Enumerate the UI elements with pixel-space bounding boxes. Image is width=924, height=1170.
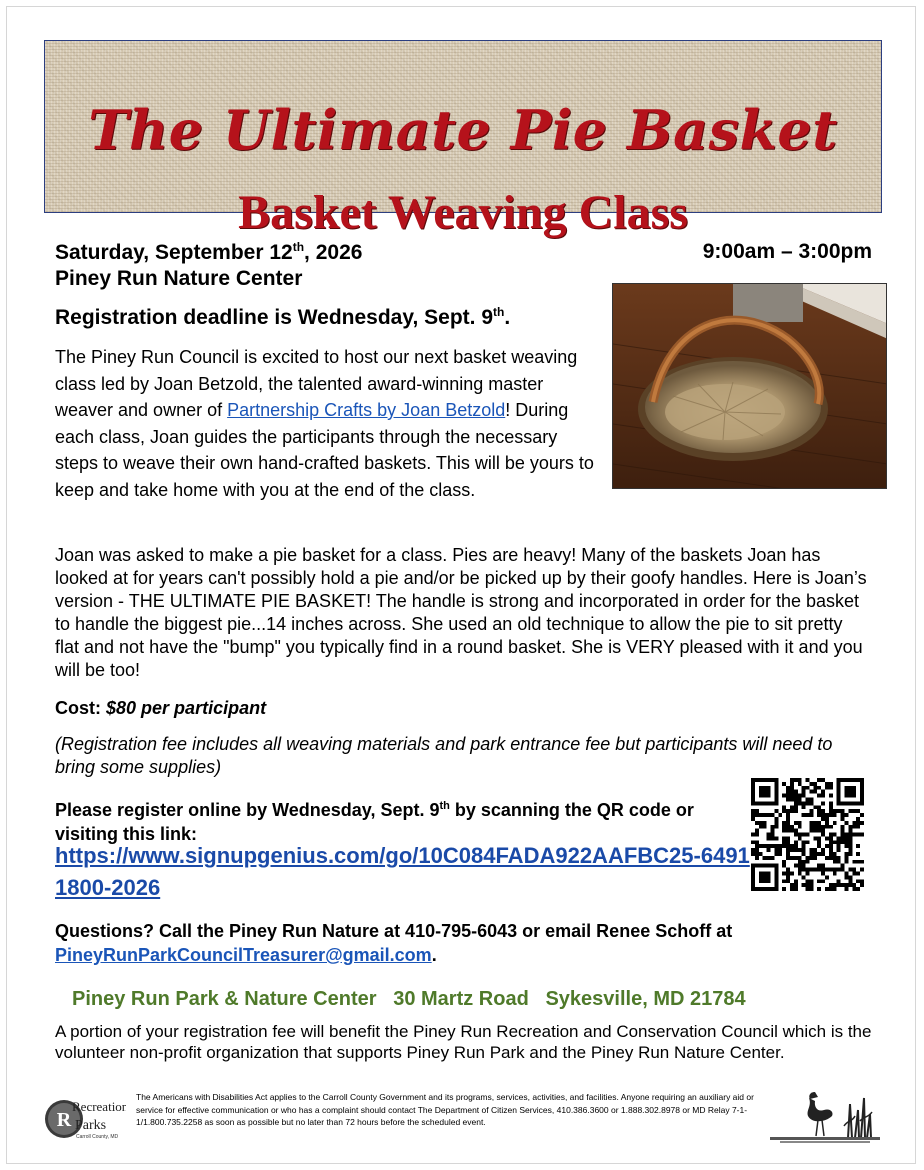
questions-end: .: [431, 945, 437, 965]
park-name: Piney Run Park & Nature Center: [72, 988, 377, 1010]
recreation-parks-logo: [44, 1093, 126, 1149]
cost-value: $80 per participant: [106, 698, 267, 718]
questions-text: Questions? Call the Piney Run Nature at 410-795-6043 or email Renee Schoff at: [55, 921, 733, 941]
register-text: Please register online by Wednesday, Sept. 9: [55, 800, 440, 820]
benefit-paragraph: A portion of your registration fee will benefit the Piney Run Recreation and Conservation Council which is the volunteer non-profit organization that supports Piney Run Park and the Piney Run Nature Center.: [55, 1022, 872, 1062]
banner-subtitle: Basket Weaving Class: [238, 186, 688, 239]
basket-photo: [612, 283, 887, 489]
qr-code-icon[interactable]: [751, 778, 864, 891]
deadline-text: Registration deadline is Wednesday, Sept. 9: [55, 306, 494, 329]
basket-photo-image: [613, 284, 887, 489]
street-address: 30 Martz Road: [393, 988, 529, 1010]
event-date-text: Saturday, September 12: [55, 241, 293, 264]
intro-paragraph: [55, 344, 600, 503]
treasurer-email-link[interactable]: PineyRunParkCouncilTreasurer@gmail.com: [55, 945, 432, 965]
deadline-end: .: [504, 306, 511, 329]
event-location: Piney Run Nature Center: [55, 267, 303, 290]
registration-deadline: [55, 305, 510, 330]
title-banner: [44, 40, 882, 239]
deadline-sup: th: [493, 305, 505, 319]
fee-note: (Registration fee includes all weaving materials and park entrance fee but participants will need to bring some supplies): [55, 734, 833, 777]
intro-text: The Piney Run Council is excited to host our next basket weaving class led by Joan Betzold, the talented award-winning master weaver and owner of: [55, 347, 578, 420]
svg-text:R: R: [56, 1109, 72, 1131]
register-instructions: [55, 794, 735, 846]
city-state-zip: Sykesville, MD 21784: [545, 988, 746, 1010]
address-line: [72, 988, 746, 1011]
ada-notice: The Americans with Disabilities Act applies to the Carroll County Government and its programs, services, activities, and facilities. Anyone requiring an auxiliary aid or service for effective communication or who has a complaint should contact The Department of Citizen Services, 410.386.3600 or 1.888.302.8978 or MD Relay 7-1-1/1.800.735.2258 as soon as possible but no later than 72 hours before the scheduled event.: [136, 1092, 754, 1127]
signup-genius-link[interactable]: https://www.signupgenius.com/go/10C084FADA922AAFBC25-64911800-2026: [55, 843, 750, 900]
cost-line: [55, 698, 266, 719]
event-date-sup: th: [292, 240, 305, 254]
banner-title: The Ultimate Pie Basket: [88, 98, 838, 162]
partnership-crafts-link[interactable]: Partnership Crafts by Joan Betzold: [227, 400, 506, 420]
questions-line: [55, 919, 875, 967]
logo-line3: Carroll County, MD: [76, 1134, 119, 1140]
heron-icon: [760, 1086, 880, 1144]
register-text-end: by scanning the QR code or visiting this link:: [55, 800, 694, 844]
event-date: [55, 240, 362, 265]
story-paragraph: Joan was asked to make a pie basket for a class. Pies are heavy! Many of the baskets Joan has looked at for years can't possibly hold a pie and/or be picked up by their goofy handles. Here is Joan’s version - THE ULTIMATE PIE BASKET! The handle is strong and incorporated in order for the basket to handle the biggest pie...14 inches across. She used an old technique to allow the pie to sit pretty flat and not have the "bump" you typically find in a round basket. She is VERY pleased with it and you will be too!: [55, 545, 867, 680]
register-sup: th: [439, 800, 450, 812]
cost-label: Cost:: [55, 698, 101, 718]
event-time: 9:00am – 3:00pm: [702, 240, 872, 263]
qr-code-graphic: [751, 778, 864, 891]
intro-text-end: ! During each class, Joan guides the participants through the necessary steps to weave their own hand-crafted baskets. This will be yours to keep and take home with you at the end of the class.: [55, 400, 594, 500]
signup-link-block: [55, 840, 755, 904]
event-date-year: , 2026: [304, 241, 363, 264]
logo-line2: Parks: [75, 1118, 107, 1133]
logo-line1: Recreation: [72, 1099, 126, 1114]
